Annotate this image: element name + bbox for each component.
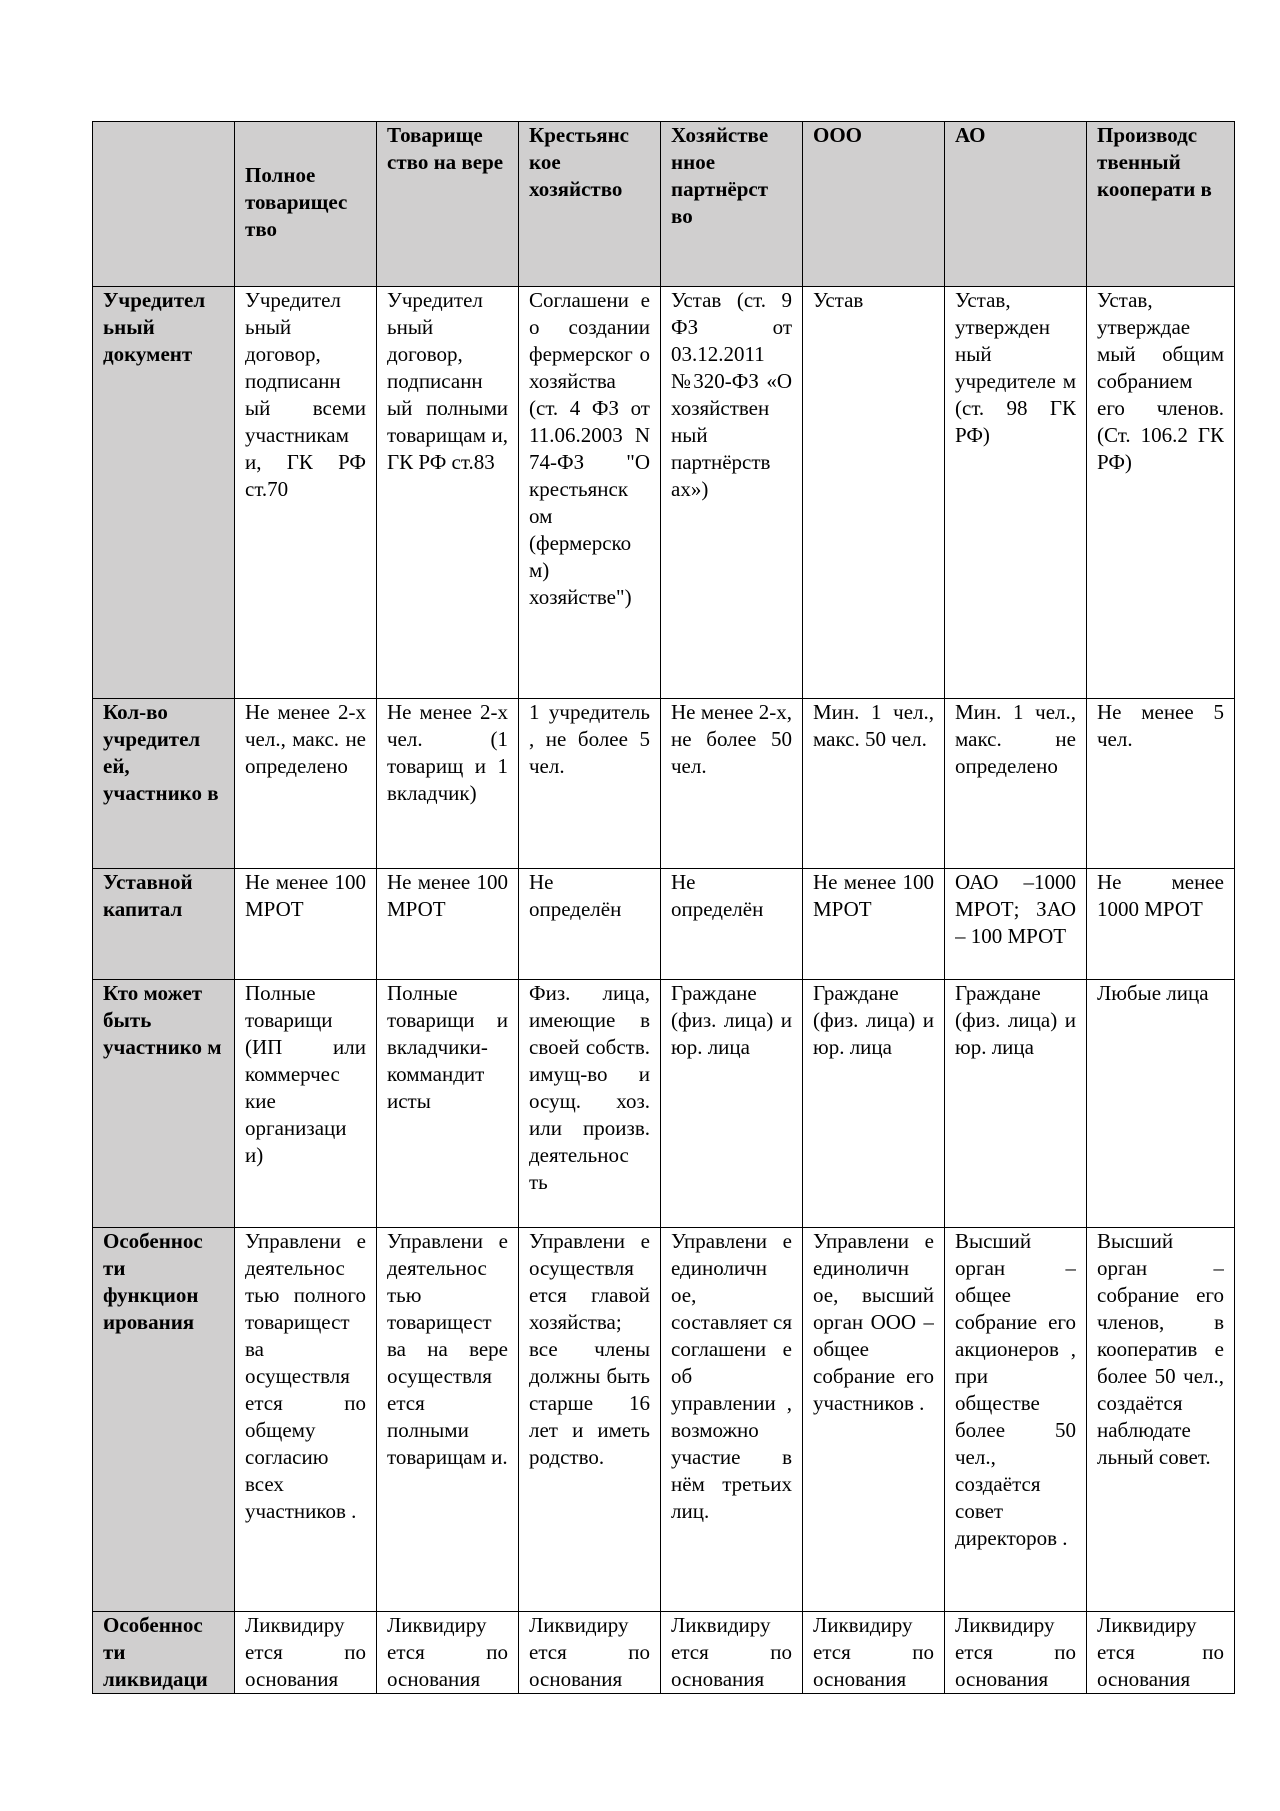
header-llc: ООО — [803, 122, 945, 287]
table-cell: Высший орган – общее собрание его акционеров , при обществе более 50 чел., создаётся совет директоров . — [945, 1228, 1087, 1612]
table-cell: Мин. 1 чел., макс. 50 чел. — [803, 699, 945, 869]
table-cell: Не определён — [519, 869, 661, 980]
table-cell: Устав — [803, 287, 945, 699]
header-corner — [93, 122, 235, 287]
table-cell: Ликвидиру ется по основания — [661, 1612, 803, 1694]
table-cell: Соглашени е о создании фермерског о хозяйства (ст. 4 ФЗ от 11.06.2003 N 74-ФЗ "О крестьянск ом (фермерско м) хозяйстве") — [519, 287, 661, 699]
table-cell: Ликвидиру ется по основания — [377, 1612, 519, 1694]
table-cell: Ликвидиру ется по основания — [803, 1612, 945, 1694]
table-row — [93, 980, 1235, 1228]
table-cell: Полные товарищи и вкладчики-коммандит исты — [377, 980, 519, 1228]
table-cell: Граждане (физ. лица) и юр. лица — [661, 980, 803, 1228]
table-cell: Не менее 2-х чел. (1 товарищ и 1 вкладчик) — [377, 699, 519, 869]
table-cell: Не менее 5 чел. — [1087, 699, 1235, 869]
table-cell: Не менее 100 МРОТ — [377, 869, 519, 980]
table-cell: Физ. лица, имеющие в своей собств. имущ-во и осущ. хоз. или произв. деятельнос ть — [519, 980, 661, 1228]
table-cell: Граждане (физ. лица) и юр. лица — [945, 980, 1087, 1228]
table-cell: Управлени е деятельнос тью товарищест ва на вере осуществля ется полными товарищам и. — [377, 1228, 519, 1612]
table-row — [93, 699, 1235, 869]
table-row — [93, 287, 1235, 699]
table-cell: Мин. 1 чел., макс. не определено — [945, 699, 1087, 869]
row-label: Кто может быть участнико м — [93, 980, 235, 1228]
header-jsc: АО — [945, 122, 1087, 287]
table-cell: Устав (ст. 9 ФЗ от 03.12.2011 №320-ФЗ «О хозяйствен ный партнёрств ах») — [661, 287, 803, 699]
header-business-partnership: Хозяйстве нное партнёрст во — [661, 122, 803, 287]
comparison-table — [92, 121, 1235, 1694]
table-cell: Не менее 100 МРОТ — [803, 869, 945, 980]
header-row — [93, 122, 1235, 287]
table-cell: Ликвидиру ется по основания — [1087, 1612, 1235, 1694]
row-label: Учредител ьный документ — [93, 287, 235, 699]
table-cell: Полные товарищи (ИП или коммерчес кие организаци и) — [235, 980, 377, 1228]
row-label: Особеннос ти ликвидаци — [93, 1612, 235, 1694]
table-row — [93, 1228, 1235, 1612]
table-cell: Высший орган – собрание его членов, в кооператив е более 50 чел., создаётся наблюдате льный совет. — [1087, 1228, 1235, 1612]
table-cell: Не определён — [661, 869, 803, 980]
table-cell: Ликвидиру ется по основания — [945, 1612, 1087, 1694]
header-limited-partnership: Товарище ство на вере — [377, 122, 519, 287]
table-row — [93, 869, 1235, 980]
table-cell: Не менее 2-х чел., макс. не определено — [235, 699, 377, 869]
table-cell: Не менее 100 МРОТ — [235, 869, 377, 980]
row-label: Уставной капитал — [93, 869, 235, 980]
table-cell: ОАО –1000 МРОТ; ЗАО – 100 МРОТ — [945, 869, 1087, 980]
table-cell: Учредител ьный договор, подписанн ый всеми участникам и, ГК РФ ст.70 — [235, 287, 377, 699]
table-cell: Ликвидиру ется по основания — [235, 1612, 377, 1694]
table-cell: Любые лица — [1087, 980, 1235, 1228]
row-label: Кол-во учредител ей, участнико в — [93, 699, 235, 869]
table-row — [93, 1612, 1235, 1694]
table-cell: Управлени е деятельнос тью полного товарищест ва осуществля ется по общему согласию всех участников . — [235, 1228, 377, 1612]
row-label: Особеннос ти функцион ирования — [93, 1228, 235, 1612]
table-cell: Управлени е единоличн ое, высший орган ООО – общее собрание его участников . — [803, 1228, 945, 1612]
table-cell: Ликвидиру ется по основания — [519, 1612, 661, 1694]
table-cell: 1 учредитель , не более 5 чел. — [519, 699, 661, 869]
table-cell: Граждане (физ. лица) и юр. лица — [803, 980, 945, 1228]
header-full-partnership: Полное товарищес тво — [235, 122, 377, 287]
table-cell: Учредител ьный договор, подписанн ый полными товарищам и, ГК РФ ст.83 — [377, 287, 519, 699]
table-cell: Не менее 1000 МРОТ — [1087, 869, 1235, 980]
header-cooperative: Производс твенный кооперати в — [1087, 122, 1235, 287]
table-cell: Не менее 2-х, не более 50 чел. — [661, 699, 803, 869]
table-cell: Управлени е единоличн ое, составляет ся соглашени е об управлении , возможно участие в нём третьих лиц. — [661, 1228, 803, 1612]
header-peasant-farm: Крестьянс кое хозяйство — [519, 122, 661, 287]
table-cell: Управлени е осуществля ется главой хозяйства; все члены должны быть старше 16 лет и иметь родство. — [519, 1228, 661, 1612]
table-cell: Устав, утвержден ный учредителе м (ст. 98 ГК РФ) — [945, 287, 1087, 699]
table-cell: Устав, утверждае мый общим собранием его членов. (Ст. 106.2 ГК РФ) — [1087, 287, 1235, 699]
